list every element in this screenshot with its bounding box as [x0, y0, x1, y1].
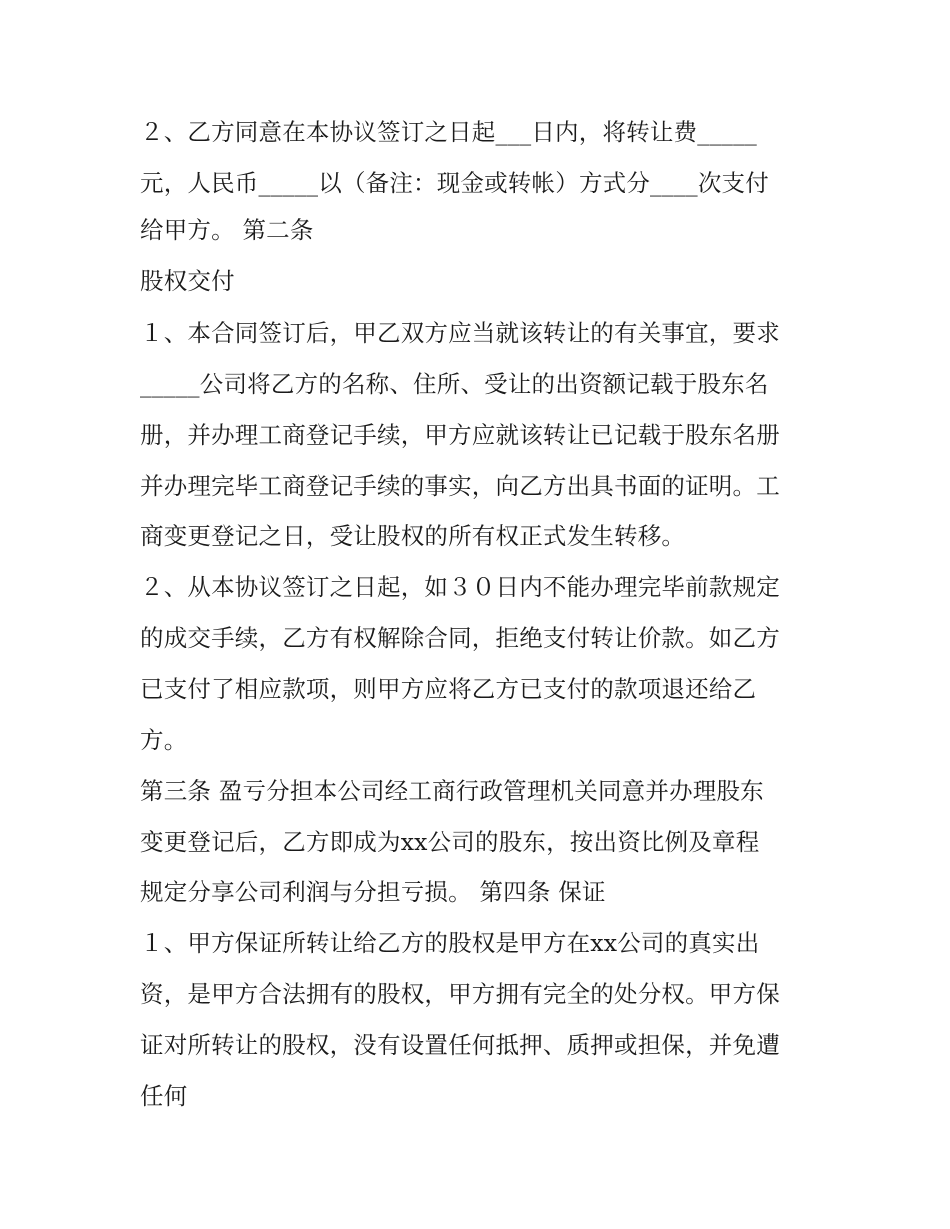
text-line: 证对所转让的股权，没有设置任何抵押、质押或担保，并免遭 — [140, 1031, 780, 1059]
text-line: １、甲方保证所转让给乙方的股权是甲方在xx公司的真实出 — [140, 929, 760, 957]
text-line: 任何 — [140, 1082, 188, 1110]
section-heading: 股权交付 — [140, 267, 235, 295]
text-line: 给甲方。 第二条 — [140, 216, 314, 244]
text-line: 元，人民币_____以（备注：现金或转帐）方式分____次支付 — [140, 169, 769, 197]
text-line: 册，并办理工商登记手续，甲方应就该转让已记载于股东名册 — [140, 421, 780, 449]
text-line: 方。 — [140, 726, 188, 754]
text-line: 的成交手续，乙方有权解除合同，拒绝支付转让价款。如乙方 — [140, 624, 780, 652]
text-line: 变更登记后，乙方即成为xx公司的股东，按出资比例及章程 — [140, 828, 760, 856]
text-line: 商变更登记之日，受让股权的所有权正式发生转移。 — [140, 522, 686, 550]
text-line: 已支付了相应款项，则甲方应将乙方已支付的款项退还给乙 — [140, 675, 757, 703]
text-line: 资，是甲方合法拥有的股权，甲方拥有完全的处分权。甲方保 — [140, 980, 780, 1008]
text-line: １、本合同签订后，甲乙双方应当就该转让的有关事宜，要求 — [140, 319, 780, 347]
text-line: 并办理完毕工商登记手续的事实，向乙方出具书面的证明。工 — [140, 472, 780, 500]
text-line: 第三条 盈亏分担本公司经工商行政管理机关同意并办理股东 — [140, 777, 764, 805]
text-line: _____公司将乙方的名称、住所、受让的出资额记载于股东名 — [140, 370, 769, 398]
text-line: ２、从本协议签订之日起，如３０日内不能办理完毕前款规定 — [140, 573, 780, 601]
text-line: ２、乙方同意在本协议签订之日起___日内，将转让费_____ — [140, 118, 757, 146]
text-line: 规定分享公司利润与分担亏损。 第四条 保证 — [140, 878, 606, 906]
